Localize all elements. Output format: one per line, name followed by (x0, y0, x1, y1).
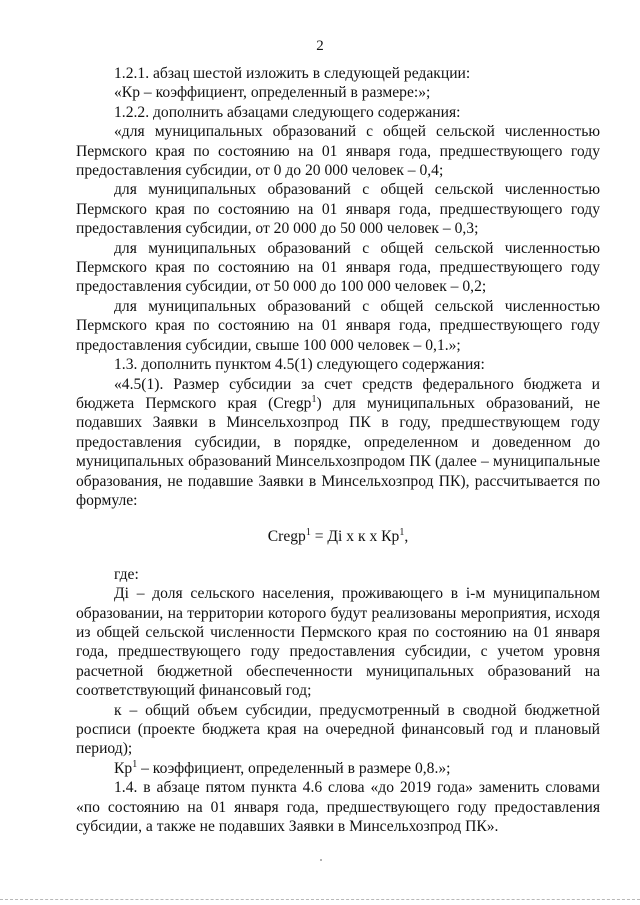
definition-k: к – общий объем субсидии, предусмотренный в сводной бюджетной росписи (проекте бюджета края на очередной финансовый год и плановый период); (76, 701, 600, 758)
paragraph-tier-20000-50000: для муниципальных образований с общей сельской численностью Пермского края по состоянию на 01 января года, предшествующего году предоставления субсидии, от 20 000 до 50 000 человек – 0,3; (76, 181, 600, 238)
page-bottom-rule (0, 899, 640, 900)
kp-superscript: 1 (132, 758, 138, 770)
clause-lead: «4.5(1). Размер субсидии за счет средств федерального бюджета и бюджета Пермского края (Cregр (76, 375, 600, 412)
formula-end: , (404, 528, 409, 546)
paragraph-kp-header: «Кр – коэффициент, определенный в размере:»; (114, 84, 431, 102)
paragraph-1-2-2: 1.2.2. дополнить абзацами следующего содержания: (114, 103, 461, 121)
paragraph-1-2-1: 1.2.1. абзац шестой изложить в следующей редакции: (114, 65, 471, 82)
kp-tail: – коэффициент, определенный в размере 0,8.»; (137, 759, 451, 777)
where-label: где: (114, 565, 139, 583)
scan-dot (320, 859, 322, 861)
definition-di: Дi – доля сельского населения, проживающего в i-м муниципальном образовании, на территории которого будут реализованы мероприятия, исходя из общей сельской численности Пермского края по состоянию на 01 января года, предшествующего году предоставления субсидии, с учетом уровня расчетной бюджетной обеспеченности муниципальных образований на соответствующий финансовый год; (76, 585, 600, 700)
formula-middle: = Дi x к x Кр (310, 528, 400, 546)
kp-lead: Кр (114, 759, 133, 777)
clause-tail: ) для муниципальных образований, не подавших Заявки в Минсельхозпрод ПК в году, предшествующем году предоставления субсидии, в порядке, определенном и доведенном до муниципальных образований Минсельхозпродом ПК (далее – муниципальные образования, не подавшие Заявки в Минсельхозпрод ПК), рассчитывается по формуле: (76, 394, 600, 509)
paragraph-tier-50000-100000: для муниципальных образований с общей сельской численностью Пермского края по состоянию на 01 января года, предшествующего году предоставления субсидии, от 50 000 до 100 000 человек – 0,2; (76, 239, 600, 296)
clause-superscript: 1 (311, 393, 317, 405)
page-number: 2 (316, 38, 324, 54)
paragraph-tier-over-100000: для муниципальных образований с общей сельской численностью Пермского края по состоянию на 01 января года, предшествующего году предоставления субсидии, свыше 100 000 человек – 0,1.»; (76, 297, 600, 354)
document-body (76, 64, 600, 836)
subsidy-formula (76, 527, 600, 546)
definition-kp1 (76, 759, 600, 778)
paragraph-tier-0-20000: «для муниципальных образований с общей сельской численностью Пермского края по состоянию на 01 января года, предшествующего году предоставления субсидии, от 0 до 20 000 человек – 0,4; (76, 123, 600, 180)
paragraph-1-3: 1.3. дополнить пунктом 4.5(1) следующего содержания: (114, 356, 485, 374)
formula-left-superscript: 1 (305, 527, 311, 539)
paragraph-clause-4-5-1 (76, 375, 600, 511)
paragraph-1-4: 1.4. в абзаце пятом пункта 4.6 слова «до 2019 года» заменить словами «по состоянию на 01 января года, предшествующего году предоставления субсидии, а также не подавших Заявки в Минсельхозпрод ПК». (76, 779, 600, 836)
formula-left: Cregр (267, 528, 306, 546)
formula-right-superscript: 1 (399, 527, 405, 539)
